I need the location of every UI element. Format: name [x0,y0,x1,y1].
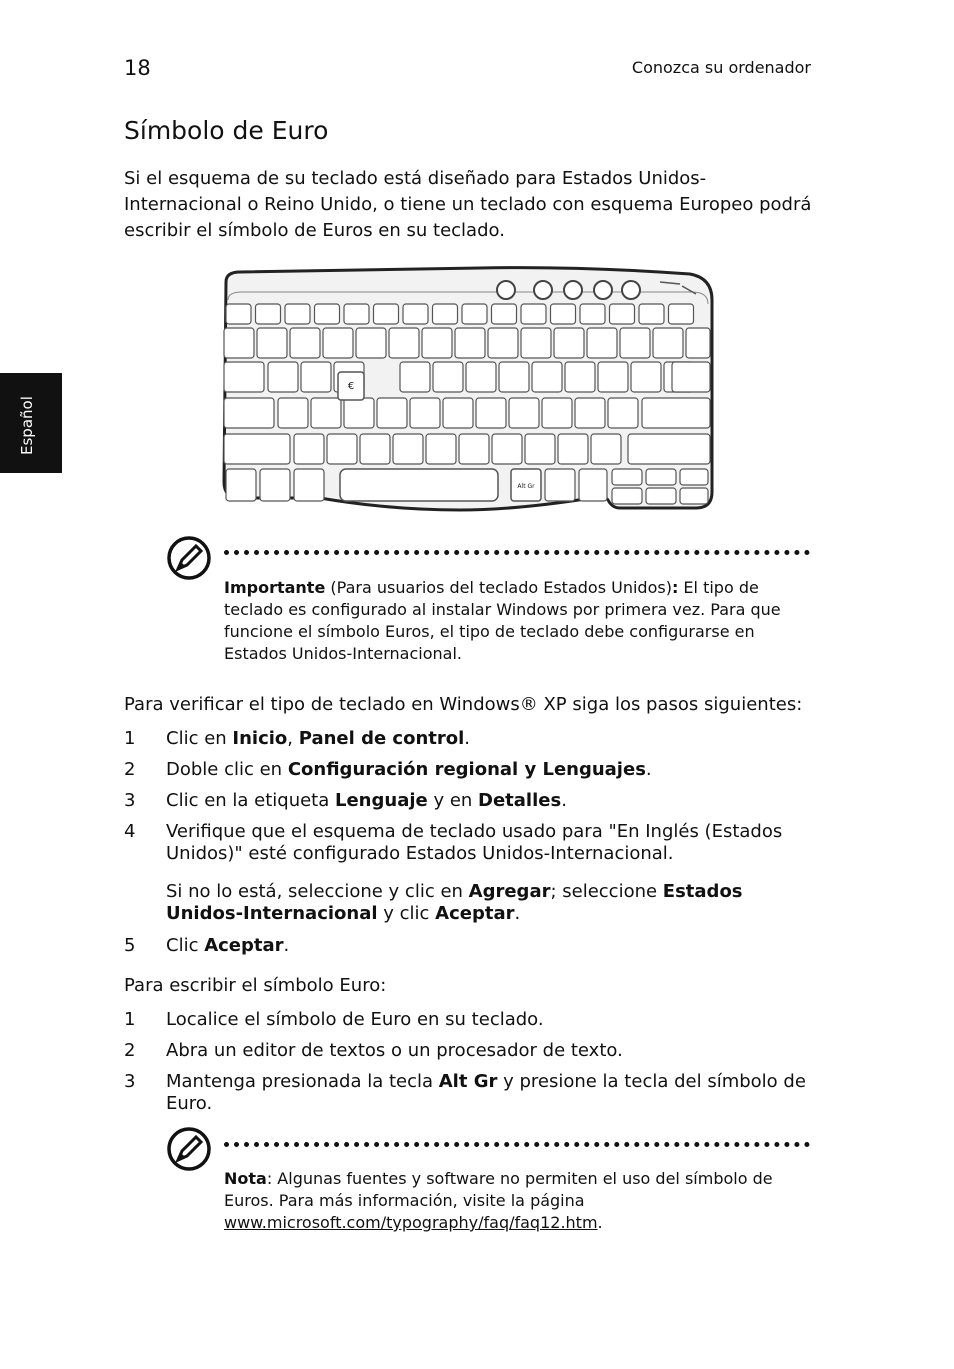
keyboard-key [631,362,661,392]
keyboard-key [509,398,539,428]
keyboard-key [389,328,419,358]
keyboard-key [393,434,423,464]
type-intro: Para escribir el símbolo Euro: [124,975,387,996]
keyboard-key [646,469,676,485]
note-label: Importante [224,578,326,597]
verify-steps-list [124,728,824,957]
keyboard-key [608,398,638,428]
note-divider [224,1142,810,1147]
keyboard-key [311,398,341,428]
keyboard-key [492,304,517,324]
keyboard-key [488,328,518,358]
keyboard-key [521,328,551,358]
keyboard-key [669,304,694,324]
important-note [224,577,814,665]
language-side-tab [0,373,62,473]
keyboard-key [565,362,595,392]
running-header: Conozca su ordenador [631,58,811,77]
keyboard-key [455,328,485,358]
keyboard-key [256,304,281,324]
keyboard-key [532,362,562,392]
keyboard-key [356,328,386,358]
keyboard-key [360,434,390,464]
keyboard-key [301,362,331,392]
keyboard-key [612,488,642,504]
keyboard-key [587,328,617,358]
list-item: 1 Clic en Inicio, Panel de control. [124,728,471,749]
keyboard-key [344,398,374,428]
keyboard-key [462,304,487,324]
list-item: 5 Clic Aceptar. [124,935,290,956]
verify-intro: Para verificar el tipo de teclado en Windows® XP siga los pasos siguientes: [124,694,803,715]
keyboard-key [580,304,605,324]
keyboard-key [294,434,324,464]
keyboard-key [628,434,710,464]
keyboard-illustration [220,264,716,514]
note-body: El tipo de teclado es configurado al instalar Windows por primera vez. Para que funcione el símbolo Euros, el tipo de teclado debe configurarse en Estados Unidos-Internacional. [224,578,781,663]
keyboard-key [323,328,353,358]
keyboard-key [433,362,463,392]
keyboard-key [680,488,708,504]
type-steps-list [124,1009,824,1115]
list-item: 2 Abra un editor de textos o un procesador de texto. [124,1040,623,1061]
note-body: : Algunas fuentes y software no permiten el uso del símbolo de Euros. Para más información, visite la página [224,1169,773,1210]
note-pencil-icon [166,535,212,581]
note-label: Nota [224,1169,267,1188]
keyboard-key [579,469,607,501]
alt-gr-key-label: Alt Gr [517,483,535,490]
keyboard-key [639,304,664,324]
keyboard-key [433,304,458,324]
keyboard-key [612,469,642,485]
keyboard-key [226,469,256,501]
keyboard-key [459,434,489,464]
keyboard-key [285,304,310,324]
keyboard-key [443,398,473,428]
microsoft-faq-link[interactable]: www.microsoft.com/typography/faq/faq12.htm [224,1213,598,1232]
keyboard-key [224,434,290,464]
section-title: Símbolo de Euro [124,116,329,145]
keyboard-key [224,328,254,358]
note-paren: (Para usuarios del teclado Estados Unidos) [330,578,672,597]
keyboard-key [294,469,324,501]
nota-note: Nota: Algunas fuentes y software no permiten el uso del símbolo de Euros. Para más información, visite la página www.microsoft.com/typography/faq/faq12.htm. [224,1169,773,1232]
keyboard-key [410,398,440,428]
keyboard-key [374,304,399,324]
keyboard-key [344,304,369,324]
keyboard-key [642,398,710,428]
keyboard-key [610,304,635,324]
keyboard-key [426,434,456,464]
keyboard-key [466,362,496,392]
keyboard-key [521,304,546,324]
keyboard-key [403,304,428,324]
keyboard-key [545,469,575,501]
keyboard-key [278,398,308,428]
intro-paragraph: Si el esquema de su teclado está diseñado para Estados Unidos-Internacional o Reino Unido, o tiene un teclado con esquema Europeo podrá escribir el símbolo de Euros en su teclado. [124,168,812,241]
keyboard-key [542,398,572,428]
keyboard-key [554,328,584,358]
keyboard-key [492,434,522,464]
note-colon: : [671,578,679,597]
keyboard-key [268,362,298,392]
list-item: 1 Localice el símbolo de Euro en su teclado. [124,1009,544,1030]
spacebar-key [340,469,498,501]
note-pencil-icon [166,1126,212,1172]
keyboard-key [422,328,452,358]
keyboard-key [315,304,340,324]
list-item: 3 Mantenga presionada la tecla Alt Gr y presione la tecla del símbolo de Euro. [124,1071,806,1114]
keyboard-key [598,362,628,392]
keyboard-key [377,398,407,428]
keyboard-key [558,434,588,464]
list-item: 2 Doble clic en Configuración regional y Lenguajes. [124,759,652,780]
list-item: 3 Clic en la etiqueta Lenguaje y en Detalles. [124,790,567,811]
keyboard-key [525,434,555,464]
keyboard-key [257,328,287,358]
keyboard-key [499,362,529,392]
keyboard-key [400,362,430,392]
keyboard-key [620,328,650,358]
keyboard-key [680,469,708,485]
keyboard-key [327,434,357,464]
keyboard-key [260,469,290,501]
note-divider [224,550,810,555]
keyboard-key [226,304,251,324]
keyboard-key [653,328,683,358]
list-item-continuation: Si no lo está, seleccione y clic en Agregar; seleccione Estados Unidos-Internacional y clic Aceptar. [166,881,743,924]
keyboard-key [224,362,264,392]
keyboard-key [646,488,676,504]
keyboard-key [686,328,710,358]
keyboard-key [575,398,605,428]
list-item: 4 Verifique que el esquema de teclado usado para "En Inglés (Estados Unidos)" esté configurado Estados Unidos-Internacional. [124,821,783,864]
keyboard-key [591,434,621,464]
keyboard-key [224,398,274,428]
page-number: 18 [124,56,151,80]
keyboard-key [551,304,576,324]
side-tab-label: Español [18,396,36,455]
keyboard-key [672,362,710,392]
keyboard-key [476,398,506,428]
keyboard-key [290,328,320,358]
euro-key-label: € [347,381,355,392]
